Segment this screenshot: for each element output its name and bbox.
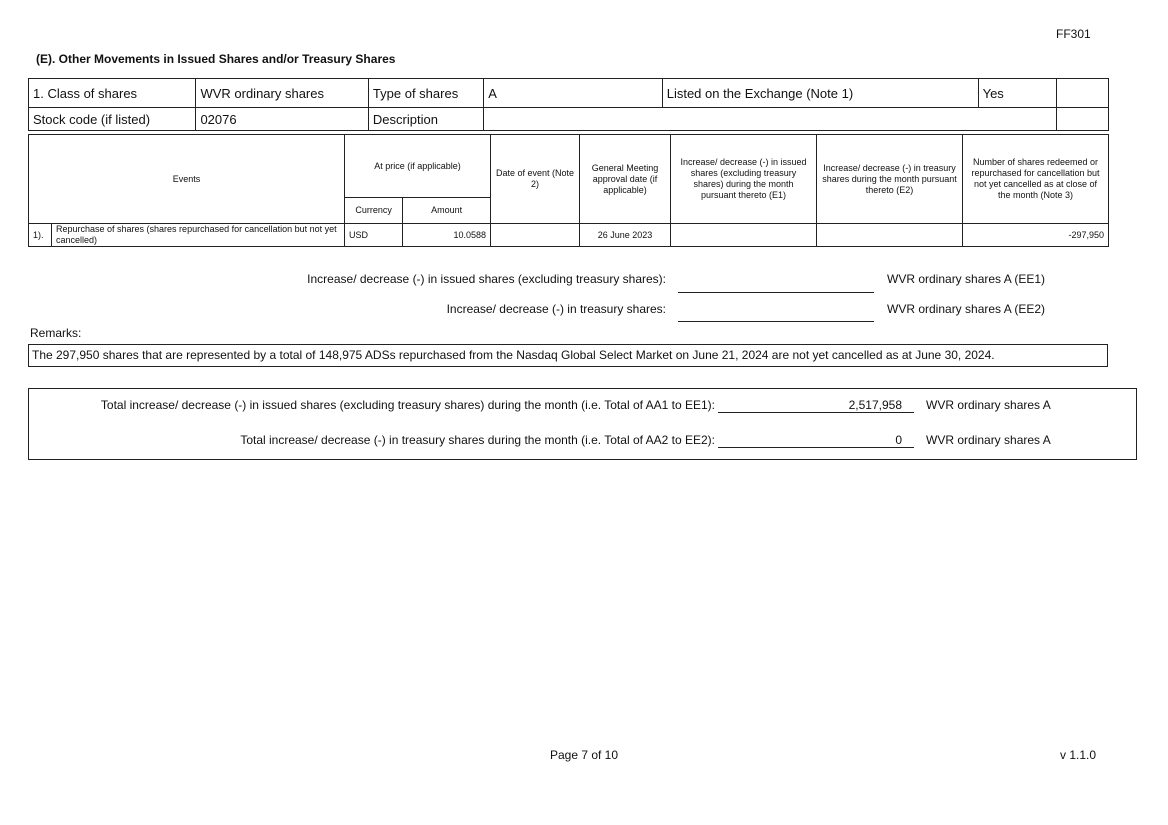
- event-currency: USD: [345, 224, 403, 247]
- total-issued-label: Total increase/ decrease (-) in issued shares (excluding treasury shares) during the month (i.e. Total of AA1 to EE1):: [100, 398, 715, 412]
- class-value: WVR ordinary shares: [196, 79, 368, 108]
- general-meeting-header: General Meeting approval date (if applicable): [580, 135, 671, 224]
- listed-label: Listed on the Exchange (Note 1): [662, 79, 978, 108]
- event-gm-date: 26 June 2023: [580, 224, 671, 247]
- class-of-shares-table: [28, 78, 1109, 131]
- event-date: [491, 224, 580, 247]
- total-treasury-label: Total increase/ decrease (-) in treasury shares during the month (i.e. Total of AA2 to EE2):: [240, 433, 715, 447]
- events-header: Events: [29, 135, 345, 224]
- ee1-unit: WVR ordinary shares A (EE1): [887, 272, 1046, 286]
- ee2-label: Increase/ decrease (-) in treasury shares:: [446, 302, 666, 316]
- stock-code-label: Stock code (if listed): [29, 108, 196, 131]
- ee1-value-line: [678, 274, 874, 293]
- ee1-label: Increase/ decrease (-) in issued shares (excluding treasury shares):: [307, 272, 666, 286]
- event-redeemed: -297,950: [963, 224, 1109, 247]
- description-extra-cell: [1056, 108, 1108, 131]
- type-value: A: [484, 79, 662, 108]
- date-of-event-header: Date of event (Note 2): [491, 135, 580, 224]
- increase-issued-header: Increase/ decrease (-) in issued shares (excluding treasury shares) during the month pursuant thereto (E1): [671, 135, 817, 224]
- form-code: FF301: [1056, 27, 1091, 41]
- event-number: 1).: [29, 224, 52, 247]
- version: v 1.1.0: [1060, 748, 1097, 762]
- ee2-unit: WVR ordinary shares A (EE2): [887, 302, 1046, 316]
- event-amount: 10.0588: [403, 224, 491, 247]
- event-description: Repurchase of shares (shares repurchased for cancellation but not yet cancelled): [52, 224, 345, 247]
- ee2-value-line: [678, 303, 874, 322]
- listed-extra-cell: [1056, 79, 1108, 108]
- event-e2: [817, 224, 963, 247]
- total-issued-unit: WVR ordinary shares A: [926, 398, 1051, 412]
- type-label: Type of shares: [368, 79, 483, 108]
- description-label: Description: [368, 108, 483, 131]
- redeemed-header: Number of shares redeemed or repurchased for cancellation but not yet cancelled as at close of the month (Note 3): [963, 135, 1109, 224]
- total-treasury-value: 0: [718, 433, 914, 448]
- events-header-row: [29, 135, 1109, 198]
- total-treasury-unit: WVR ordinary shares A: [926, 433, 1051, 447]
- at-price-header: At price (if applicable): [345, 135, 491, 198]
- section-title: (E). Other Movements in Issued Shares and/or Treasury Shares: [36, 52, 396, 66]
- amount-header: Amount: [403, 198, 491, 224]
- event-row: [29, 224, 1109, 247]
- stock-code-value: 02076: [196, 108, 368, 131]
- class-label: 1. Class of shares: [29, 79, 196, 108]
- class-row: [29, 79, 1109, 108]
- event-e1: [671, 224, 817, 247]
- remarks-text: The 297,950 shares that are represented by a total of 148,975 ADSs repurchased from the Nasdaq Global Select Market on June 21, 2024 are not yet cancelled as at June 30, 2024.: [28, 344, 1108, 367]
- increase-treasury-header: Increase/ decrease (-) in treasury shares during the month pursuant thereto (E2): [817, 135, 963, 224]
- listed-value: Yes: [978, 79, 1056, 108]
- remarks-label: Remarks:: [30, 326, 82, 340]
- events-table: [28, 134, 1109, 247]
- description-value: [484, 108, 1057, 131]
- currency-header: Currency: [345, 198, 403, 224]
- page-number: Page 7 of 10: [549, 748, 619, 762]
- stock-code-row: [29, 108, 1109, 131]
- total-issued-value: 2,517,958: [718, 398, 914, 413]
- totals-box: [28, 388, 1137, 460]
